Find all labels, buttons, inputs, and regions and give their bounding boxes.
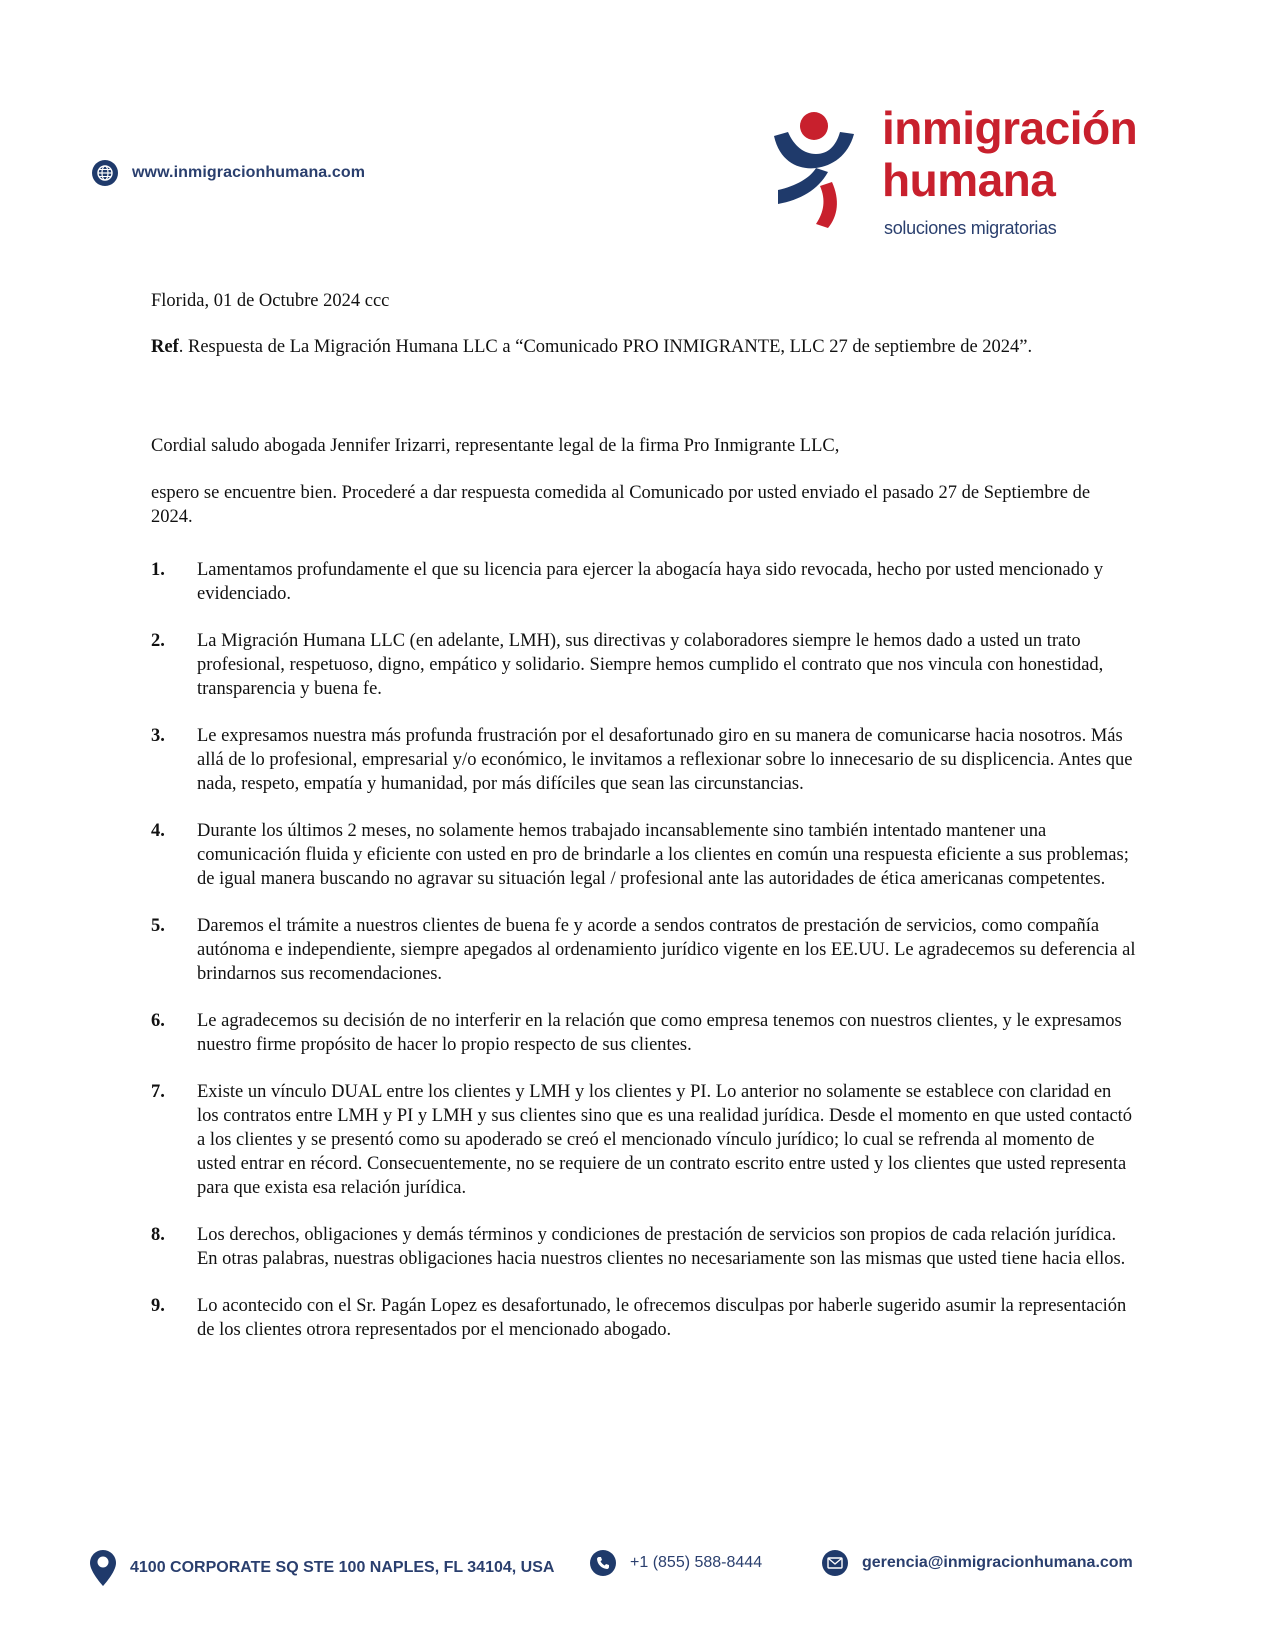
numbered-points <box>151 558 1136 1365</box>
item-number: 9. <box>151 1296 165 1316</box>
email-icon <box>822 1550 848 1576</box>
list-item <box>151 1223 1136 1271</box>
list-item <box>151 819 1136 891</box>
item-text: Le agradecemos su decisión de no interferir en la relación que como empresa tenemos con nuestros clientes, y le expresamos nuestro firme propósito de hacer lo propio respecto de sus clientes. <box>197 1011 1122 1055</box>
phone-icon <box>590 1550 616 1576</box>
list-item <box>151 724 1136 796</box>
list-item <box>151 1294 1136 1342</box>
footer-email <box>822 1550 1133 1576</box>
ref-text: . Respuesta de La Migración Humana LLC a “Comunicado PRO INMIGRANTE, LLC 27 de septiembre de 2024”. <box>178 336 1033 357</box>
globe-icon <box>92 160 118 186</box>
item-number: 4. <box>151 821 165 841</box>
item-text: Durante los últimos 2 meses, no solamente hemos trabajado incansablemente sino también intentado mantener una comunicación fluida y eficiente con usted en pro de brindarle a los clientes en común una respuesta eficiente a sus problemas; de igual manera buscando no agravar su situación legal / profesional ante las autoridades de ética americanas competentes. <box>197 821 1129 889</box>
company-logo <box>770 102 1170 243</box>
footer-address <box>90 1550 554 1586</box>
item-number: 7. <box>151 1082 165 1102</box>
letter-date: Florida, 01 de Octubre 2024 ccc <box>151 290 390 311</box>
location-pin-icon <box>90 1550 116 1586</box>
logo-tagline: soluciones migratorias <box>884 218 1057 238</box>
item-number: 8. <box>151 1225 165 1245</box>
list-item <box>151 558 1136 606</box>
letter-greeting: Cordial saludo abogada Jennifer Irizarri, representante legal de la firma Pro Inmigrante LLC, <box>151 435 840 456</box>
item-text: Lamentamos profundamente el que su licencia para ejercer la abogacía haya sido revocada, hecho por usted mencionado y evidenciado. <box>197 560 1104 604</box>
phone-number[interactable]: +1 (855) 588-8444 <box>630 1554 763 1571</box>
item-text: La Migración Humana LLC (en adelante, LMH), sus directivas y colaboradores siempre le hemos dado a usted un trato profesional, respetuoso, digno, empático y solidario. Siempre hemos cumplido el contrato que nos vincula con honestidad, transparencia y buena fe. <box>197 631 1104 699</box>
item-text: Los derechos, obligaciones y demás términos y condiciones de prestación de servicios son propios de cada relación jurídica. En otras palabras, nuestras obligaciones hacia nuestros clientes no necesariamente son las mismas que usted tiene hacia ellos. <box>197 1225 1126 1269</box>
email-address[interactable]: gerencia@inmigracionhumana.com <box>862 1554 1133 1571</box>
website-line <box>92 160 365 186</box>
ref-label: Ref <box>151 336 179 357</box>
item-number: 1. <box>151 560 165 580</box>
list-item <box>151 1009 1136 1057</box>
logo-text-inmigracion: inmigración <box>882 102 1138 154</box>
item-number: 6. <box>151 1011 165 1031</box>
list-item <box>151 629 1136 701</box>
item-text: Daremos el trámite a nuestros clientes de buena fe y acorde a sendos contratos de prestación de servicios, como compañía autónoma e independiente, siempre apegados al ordenamiento jurídico vigente en los EE.UU. Le agradecemos su deferencia al brindarnos sus recomendaciones. <box>197 916 1136 984</box>
logo-text-humana: humana <box>882 154 1056 206</box>
footer-contact-bar <box>90 1550 1190 1590</box>
item-number: 5. <box>151 916 165 936</box>
item-text: Le expresamos nuestra más profunda frustración por el desafortunado giro en su manera de comunicarse hacia nosotros. Más allá de lo profesional, empresarial y/o económico, le invitamos a reflexionar sobre lo innecesario de su displicencia. Antes que nada, respeto, empatía y humanidad, por más difíciles que sean las circunstancias. <box>197 726 1133 794</box>
website-link[interactable]: www.inmigracionhumana.com <box>132 164 366 181</box>
address-text: 4100 CORPORATE SQ STE 100 NAPLES, FL 34104, USA <box>130 1559 555 1576</box>
person-logo-icon <box>770 108 862 228</box>
item-text: Lo acontecido con el Sr. Pagán Lopez es desafortunado, le ofrecemos disculpas por haberle sugerido asumir la representación de los clientes otrora representados por el mencionado abogado. <box>197 1296 1127 1340</box>
item-text: Existe un vínculo DUAL entre los clientes y LMH y los clientes y PI. Lo anterior no solamente se establece con claridad en los contratos entre LMH y PI y LMH y sus clientes sino que es una realidad jurídica. Desde el momento en que usted contactó a los clientes y se presentó como su apoderado se creó el mencionado vínculo jurídico; lo cual se refrenda al momento de usted entrar en récord. Consecuentemente, no se requiere de un contrato escrito entre usted y los clientes que usted representa para que exista esa relación jurídica. <box>197 1082 1133 1198</box>
footer-phone <box>590 1550 762 1576</box>
letter-intro: espero se encuentre bien. Procederé a dar respuesta comedida al Comunicado por usted enviado el pasado 27 de Septiembre de 2024. <box>151 482 1091 527</box>
item-number: 3. <box>151 726 165 746</box>
list-item <box>151 914 1136 986</box>
item-number: 2. <box>151 631 165 651</box>
letter-reference <box>151 335 1121 359</box>
list-item <box>151 1080 1136 1200</box>
